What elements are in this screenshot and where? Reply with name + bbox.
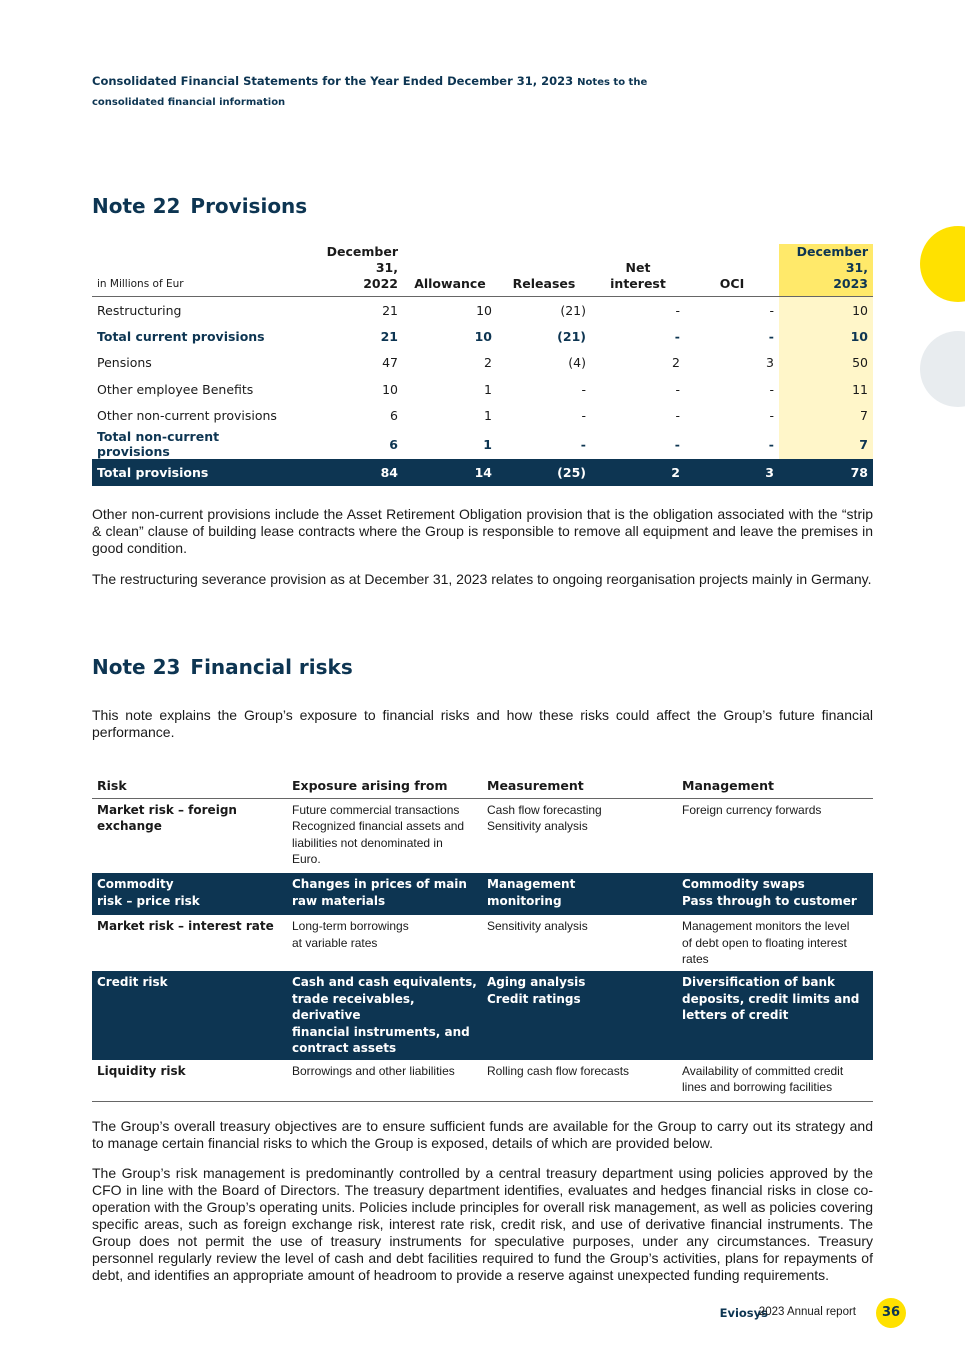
provisions-table	[92, 244, 873, 486]
table-row: Market risk – interest rate Long-term borrowings at variable rates Sensitivity analysis Management monitors the level of debt open to floating interest rates	[97, 919, 850, 966]
table-row-subtotal: Total non-current provisions 6 1 - - - 7	[92, 429, 873, 459]
table-row: Credit risk Cash and cash equivalents, trade receivables, derivative financial instruments, and contract assets Aging analysis Credit ratings Diversification of bank deposits, credit limits and letters of credit	[92, 971, 873, 1060]
col-dec-2022: December 31, 2022	[297, 244, 403, 297]
note23-paragraph-1: The Group’s overall treasury objectives are to ensure sufficient funds are available for the Group to carry out its strategy and to manage certain financial risks to which the Group is exposed, details of which are provided below.	[92, 1118, 873, 1151]
note23-paragraph-2: The Group’s risk management is predominantly controlled by a central treasury department using policies approved by the CFO in line with the Board of Directors. The treasury department identifies, evaluates and hedges financial risks in close co-operation with the Group’s operating units. Policies include principles for overall risk management, as well as policies covering specific areas, such as foreign exchange risk, interest rate risk, credit risk, and use of derivative financial instruments. The Group does not permit the use of treasury instruments for speculative purposes, under any circumstances. Treasury personnel regularly review the level of cash and debt facilities required to fund the Group’s activities, plans for repayments of debt, and identifies an appropriate amount of headroom to provide a reserve against unexpected funding requirements.	[92, 1165, 873, 1283]
note22-title: Provisions	[190, 194, 308, 218]
unit-label: in Millions of Eur	[92, 244, 297, 297]
decorative-grey-circle	[920, 331, 965, 407]
risk-header-row	[92, 774, 873, 798]
col-oci: OCI	[685, 244, 779, 297]
note23-intro: This note explains the Group’s exposure to financial risks and how these risks could affect the Group’s future financial performance.	[92, 707, 873, 740]
provisions-header-row	[92, 244, 873, 297]
note22-number: Note 22	[92, 194, 181, 218]
decorative-yellow-circle	[920, 226, 965, 302]
col-net-interest: Net interest	[591, 244, 685, 297]
note22-paragraph-1: Other non-current provisions include the Asset Retirement Obligation provision that is the obligation associated with the “strip & clean” clause of building lease contracts where the Group is responsible to remove all equipment and leave the premises in good condition.	[92, 506, 873, 556]
table-row: Other non-current provisions 6 1 - - - 7	[92, 403, 873, 430]
note23-title: Financial risks	[190, 655, 353, 679]
note23-number: Note 23	[92, 655, 181, 679]
col-measurement: Measurement	[482, 774, 677, 798]
col-releases: Releases	[497, 244, 591, 297]
table-row: Restructuring 21 10 (21) - - 10	[92, 297, 873, 324]
table-row: Pensions 47 2 (4) 2 3 50	[92, 350, 873, 377]
header-subtitle-a: Notes to the	[577, 77, 648, 88]
page-header	[92, 72, 652, 112]
note23-heading	[92, 655, 353, 679]
col-allowance: Allowance	[403, 244, 497, 297]
col-management: Management	[677, 774, 873, 798]
report-name: 2023 Annual report	[758, 1306, 856, 1318]
note22-heading	[92, 194, 307, 218]
table-row: Market risk – foreign exchange Future commercial transactions Recognized financial assets and liabilities not denominated in Euro. Cash flow forecasting Sensitivity analysis Foreign currency forwards	[97, 802, 822, 866]
page-footer	[600, 1298, 906, 1328]
financial-risks-table	[92, 774, 873, 1102]
table-row-total: Total provisions 84 14 (25) 2 3 78	[92, 459, 873, 486]
table-row: Commodity risk – price risk Changes in prices of main raw materials Management monitoring Commodity swaps Pass through to customer	[92, 873, 873, 915]
header-title: Consolidated Financial Statements for the Year Ended December 31, 2023	[92, 74, 574, 88]
col-dec-2023: December 31, 2023	[779, 244, 873, 297]
table-row: Liquidity risk Borrowings and other liabilities Rolling cash flow forecasts Availability of committed credit lines and borrowing facilities	[92, 1060, 873, 1102]
note22-paragraph-2: The restructuring severance provision as at December 31, 2023 relates to ongoing reorganisation projects mainly in Germany.	[92, 571, 872, 587]
company-name: Eviosys	[719, 1306, 768, 1320]
page-number: 36	[876, 1298, 906, 1328]
col-risk: Risk	[92, 774, 287, 798]
col-exposure: Exposure arising from	[287, 774, 482, 798]
header-subtitle-b: consolidated financial information	[92, 97, 286, 108]
table-row: Other employee Benefits 10 1 - - - 11	[92, 376, 873, 403]
table-row-subtotal: Total current provisions 21 10 (21) - - 10	[92, 323, 873, 350]
